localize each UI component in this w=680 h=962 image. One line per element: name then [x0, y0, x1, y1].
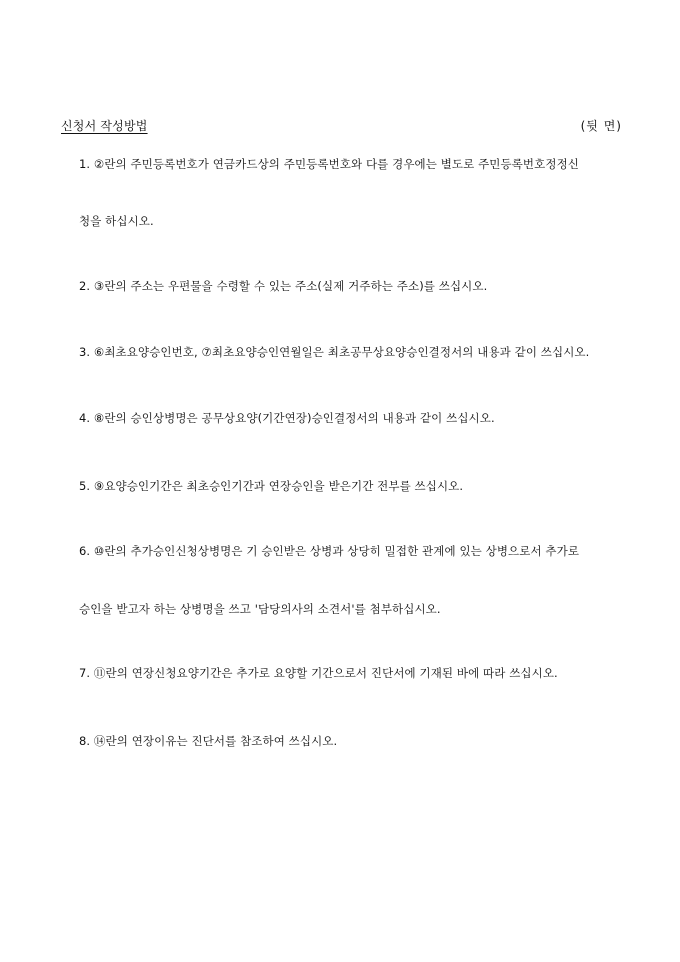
document-title: 신청서 작성방법 — [61, 119, 148, 133]
page-side-label: (뒷 면) — [580, 119, 622, 133]
instruction-1-line-2: 청을 하십시오. — [79, 214, 154, 228]
instruction-4: 4. ⑧란의 승인상병명은 공무상요양(기간연장)승인결정서의 내용과 같이 쓰십시오. — [79, 411, 495, 425]
instruction-1-line-1: 1. ②란의 주민등록번호가 연금카드상의 주민등록번호와 다를 경우에는 별도로 주민등록번호정정신 — [79, 157, 579, 171]
instruction-7: 7. ⑪란의 연장신청요양기간은 추가로 요양할 기간으로서 진단서에 기재된 바에 따라 쓰십시오. — [79, 666, 558, 680]
instruction-6-line-2: 승인을 받고자 하는 상병명을 쓰고 '담당의사의 소견서'를 첨부하십시오. — [79, 602, 441, 616]
instruction-2: 2. ③란의 주소는 우편물을 수령할 수 있는 주소(실제 거주하는 주소)를 쓰십시오. — [79, 279, 488, 293]
instruction-5: 5. ⑨요양승인기간은 최초승인기간과 연장승인을 받은기간 전부를 쓰십시오. — [79, 479, 464, 493]
document-header — [61, 117, 622, 137]
instruction-6-line-1: 6. ⑩란의 추가승인신청상병명은 기 승인받은 상병과 상당히 밀접한 관계에 있는 상병으로서 추가로 — [79, 544, 580, 558]
instruction-8: 8. ⑭란의 연장이유는 진단서를 참조하여 쓰십시오. — [79, 734, 338, 748]
instruction-3: 3. ⑥최초요양승인번호, ⑦최초요양승인연월일은 최초공무상요양승인결정서의 내용과 같이 쓰십시오. — [79, 345, 590, 359]
